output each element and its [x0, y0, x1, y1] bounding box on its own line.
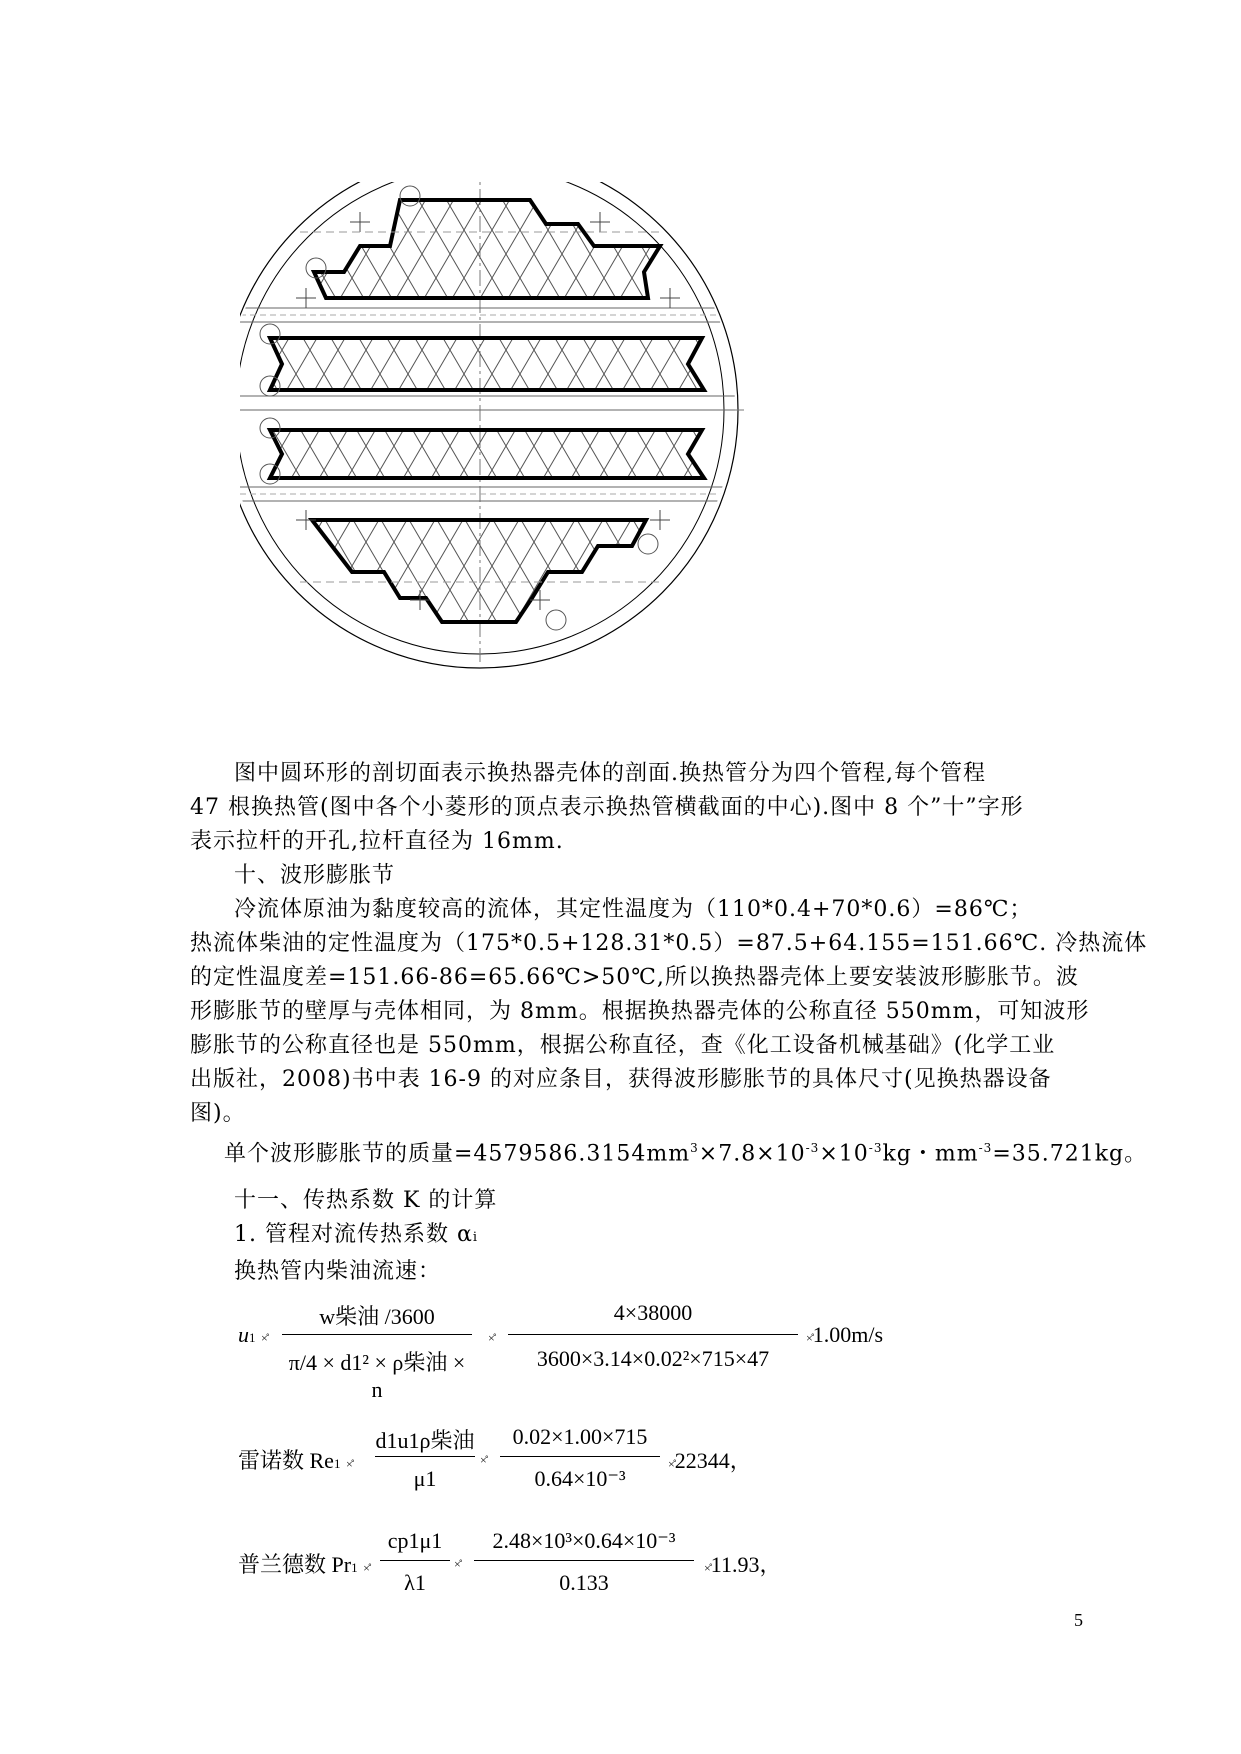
section-10-p3: 的定性温度差=151.66-86=65.66℃>50℃,所以换热器壳体上要安装波形膨胀节。波: [190, 965, 1079, 990]
eq3-bar1: [380, 1560, 450, 1561]
section-11: [190, 1184, 1090, 1289]
mass-sup-1: 3: [690, 1141, 699, 1155]
mass-sup-3: -3: [868, 1141, 883, 1155]
section-10-p4: 形膨胀节的壁厚与壳体相同，为 8mm。根据换热器壳体的公称直径 550mm，可知波形: [190, 999, 1090, 1024]
eq3-den2: 0.133: [559, 1570, 609, 1595]
page-number: 5: [1074, 1610, 1083, 1630]
eq1-bar2: [508, 1334, 798, 1335]
caption-line-3: 表示拉杆的开孔,拉杆直径为 16mm.: [190, 829, 564, 854]
mass-text-e: =35.721kg。: [992, 1141, 1148, 1167]
eq2-lhs: 雷诺数 Re1 ×̊: [238, 1448, 353, 1473]
eq1-result: ×̊1.00m/s: [806, 1322, 884, 1347]
eq1-num1: w柴油 /3600: [319, 1304, 435, 1329]
eq2-num2: 0.02×1.00×715: [512, 1424, 648, 1449]
eq3-eq: ×̊: [454, 1557, 461, 1571]
eq2-den2: 0.64×10⁻³: [534, 1466, 626, 1491]
eq1-num2: 4×38000: [613, 1300, 693, 1325]
eq3-den1: λ1: [404, 1570, 426, 1595]
eq1-bar1: [282, 1334, 472, 1335]
section-10-p7: 图)。: [190, 1101, 246, 1126]
section-10: [190, 859, 1148, 1171]
section-10-p1: 冷流体原油为黏度较高的流体，其定性温度为（110*0.4+70*0.6）=86℃；: [234, 897, 1033, 922]
figure-caption: [190, 757, 1090, 859]
caption-line-1: 图中圆环形的剖切面表示换热器壳体的剖面.换热管分为四个管程,每个管程: [234, 761, 986, 786]
mass-sup-2: -3: [805, 1141, 820, 1155]
eq2-eq: ×̊: [480, 1453, 487, 1467]
mass-line: [190, 1131, 1148, 1171]
velocity-label: 换热管内柴油流速：: [234, 1259, 442, 1284]
sub1-subscript: i: [472, 1230, 479, 1245]
eq3-result: ×̊11.93，: [704, 1552, 782, 1577]
tube-pass-4: [312, 520, 646, 622]
section-11-heading: 十一、传热系数 K 的计算: [234, 1188, 498, 1213]
section-10-p2: 热流体柴油的定性温度为（175*0.5+128.31*0.5）=87.5+64.155=151.66℃. 冷热流体: [190, 931, 1148, 956]
eq3-lhs: 普兰德数 Pr1 ×̊: [238, 1552, 370, 1577]
tube-pass-3: [270, 430, 704, 478]
eq3-bar2: [474, 1560, 694, 1561]
mass-text-c: ×10: [819, 1141, 869, 1167]
section-10-p5: 膨胀节的公称直径也是 550mm，根据公称直径，查《化工设备机械基础》(化学工业: [190, 1033, 1056, 1058]
eq1-den1: π/4 × d1² × ρ柴油 × n: [288, 1350, 466, 1402]
mass-sup-4: -3: [978, 1141, 993, 1155]
eq1-eq2: ×̊: [488, 1331, 495, 1345]
mass-text-d: kg・mm: [882, 1141, 979, 1167]
section-11-sub1: [190, 1218, 1090, 1255]
eq2-bar2: [500, 1456, 660, 1457]
eq2-num1: d1u1ρ柴油: [375, 1428, 475, 1453]
eq2-bar1: [375, 1456, 475, 1457]
section-10-heading: 十、波形膨胀节: [234, 863, 396, 888]
mass-text-b: ×7.8×10: [698, 1141, 806, 1167]
tube-layout-figure: [240, 182, 1000, 682]
eq1-den2: 3600×3.14×0.02²×715×47: [536, 1346, 770, 1371]
eq3-num1: cp1μ1: [387, 1528, 443, 1553]
section-10-p6: 出版社，2008)书中表 16-9 的对应条目，获得波形膨胀节的具体尺寸(见换热器设备: [190, 1067, 1052, 1092]
caption-line-2: 47 根换热管(图中各个小菱形的顶点表示换热管横截面的中心).图中 8 个”十”字形: [190, 795, 1024, 820]
eq3-num2: 2.48×10³×0.64×10⁻³: [492, 1528, 676, 1553]
eq2-result: ×̊22344，: [668, 1448, 752, 1473]
eq2-den1: μ1: [413, 1466, 437, 1491]
sub1-text: 1. 管程对流传热系数 α: [234, 1222, 473, 1247]
eq1-lhs: u1 ×̊: [238, 1322, 268, 1347]
mass-text-a: 单个波形膨胀节的质量=4579586.3154mm: [224, 1141, 691, 1167]
tube-pass-2: [270, 338, 704, 390]
tube-pass-1: [314, 200, 660, 298]
